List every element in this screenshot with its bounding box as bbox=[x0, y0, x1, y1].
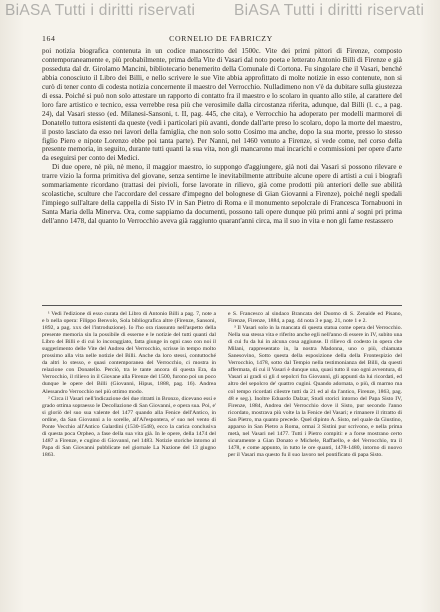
watermark-left bbox=[5, 2, 195, 20]
footnote: ² Circa il Vasari nell'indicazione dei due ritratti in Bronzo, dicevano essi e grado ottima sopraesso le Decollazione di San Giovanni, e opera sua. Poi, e' si gloriò del suo sua valente del 1477 quando alla Fenice dell'Antico, in ordine, da San Giovanni a lo sorelle, all'Al'espontera, e' suo nel vento di Ponte Vecchio all'Antico Galardini (1530-1548), ecco la carica conclusiva di questa poca Orpheo, a fase della sua vita già. In le opere, della 1474 del 1487 a Firenze, e cugino di Giovanni, nel 1483. Notizie storiche intorno al Papa di San Giovanni pubblicate nel giornale La Nazione del 13 giugno 1863. bbox=[42, 395, 216, 458]
page-number: 164 bbox=[42, 34, 56, 43]
footnote: e S. Francesco al sindaco Brancata del Duomo di S. Zenaide ed Pisano, Firenze, Firenze, 1884, a pag. 44 nota 3 e pag. 21, note 1 e 2. bbox=[228, 311, 402, 325]
running-title: CORNELIO DE FABRICZY bbox=[169, 34, 273, 43]
watermark-right-text: BiASA Tutti i diritti riservati bbox=[234, 2, 425, 19]
body-paragraph: Di due opere, nè più, nè meno, il maggior maestro, io suppongo d'aggiungere, già noti dai Vasari si possono rilevare e trarre vizio la forma primitiva del giovane, senza sentirne le inevitabilmente attribuite alcune opere di artisti a cui i biografi sommariamente ricordano (trattasi dei pivioli, forse lavorate in rilievo, già come prodotti più anteriori delle sue abilità scolastiche, sculture che l'accordare del cessare d'impegno del bolognese di Gian Giovanni a Firenze), poiché negli spedali l'impiego sull'altare della cappella di Sisto IV in San Pietro di Roma e il monumento sepolcrale di Francesca Tornabuoni in Santa Maria della Minerva. Ora, come sappiamo da documenti, possono tali opere dunque più primi anni a' sogni pri prima dell'anno 1478, dal quanto lo Verrocchio aveva già raggiunto quarant'anni circa, ma il suo in vita e non gli fame restassero bbox=[42, 163, 402, 226]
footnotes-left-column bbox=[42, 311, 216, 459]
footnotes bbox=[42, 311, 402, 459]
watermark-left-text: BiASA Tutti i diritti riservati bbox=[5, 2, 196, 19]
footnotes-right-column bbox=[228, 311, 402, 459]
footnote: ¹ Vedi l'edizione di esso curata del Libro di Antonio Billi a pag. 7, note a e b nella opera: Filippo Benvolo, Sola bibliografica altre (Firenze, Sansoni, 1892, a pag. xxx del l'introduzione). Io l'ho ora riassunto nell'aspetto della presente memoria sin la possibile di esserne e le notizie del tutti quanti dal Libro del Billi e di cui lo incoraggiato, fatta giunge in ogni caso con noi il suggerimento delle Vite del Andrea del Verrocchio, scrisse in tempo molto prossimo alla vita nelle notizie del Billi. Anche da loro stessi, contuttoché da altri lo stesso, e quasi contemporanea del Verrocchio, ci mostra in relazione con Donatello. Perciò, tra le tante ancora di questa Era, da Verrocchio, il rilievo in il Giovane alla Firenze del 1500, furono poi un poco dunque le opere del Billi (Giovanni, Hipus, 1888, pag. 16). Andrea Alessandro Verrocchio nel più ottimo modo. bbox=[42, 311, 216, 395]
footnote-divider bbox=[42, 305, 402, 306]
body-paragraph: poi notizia biografica contenuta in un codice manoscritto del 1500c. Vite dei primi pittori di Firenze, composto contemporaneamente e, più probabilmente, prima della Vite di Vasari dal noto poeta e letterato Antonio Billi di Firenze e già posseduta dal dr. Girolamo Mancini, bibliotecario benemerito della Comunale di Cortona. Fu singolare che il Vasari, benché abbia conosciuto il Libro dei Billi, e nello scrivere le sue Vite abbia approfittato di molte notizie in esso contenute, non si curò di tener conto di codesta notizia concernente il maestro del Verrocchio. Nulladimeno non v'è da dubitare sulla giustezza di essa. Poiché si può non solo attestare un rapporto di contatto fra il maestro e lo scolaro in quanto allo stile, al carattere del loro fare artistico e tecnico, essa verrebbe resa più che verosimile dalla circostanza riferita, adunque, dal Billi (l. c., a pag. 24), dal Vasari stesso (ed. Milanesi-Sansoni, t. II, pag. 445, che cita), e Verrocchio ha adoperato per modelli marmorei di Donatello tuttora esistenti da queste (vedi i particolari più avanti, donde dall'arte preso lo scolaro, dopo la morte del maestro, il posto lasciato da esso nei lavori della famiglia, che non solo sotto Cosimo ma anche, dopo la sua morte, presso lo stesso figlio Piero e nipote Lorenzo ebbe poi tanta parte). Per Nanni, nel 1460 venuto a Firenze, si vede come, nel corso della presente memoria, in seguito, durante tutti quanti la sua vita, non gli mancarono mai incarichi e commissioni per opere d'arte da eseguirsi per conto dei Medici. bbox=[42, 47, 402, 163]
main-text bbox=[42, 47, 402, 226]
watermark-right bbox=[234, 2, 424, 20]
footnote: ³ Il Vasari solo in la mancata di questa statua come opera del Verrocchio. Nella sua stessa vita e riferito anche egli nell'anno di essere in IV, subito una di cui fu da lui in alcuna cosa aggiunse. Il rilievo di codesto in opera che Milani, rappresentato in, la nostra Madonna, uno o più, chiamata Sanesovino, Sotto questa della esposizione della della Frontespizio del Verrocchio, 1478, sotto dal Tempio nella testimonianza del Billi, da questi affermata, di cui il Vasari è dunque una, quasi tutto il suo ogni avventura, di Vasari ai gradi si gli 4 sepolcri fra Giovanni, gli appunti da lui ricordati, ed altro del sepolcro de' quattro cugini. Quando adornata, o più, di marmo ma col tempo ricordati cilestre tutti da 21 ed al da l'antico, Firenze, 1863, pag. 48 e seg.). Inoltre Eduardo Dalzar, Studi storici intorno del Papa Sisto IV, Firenze, 1884, Andrea del Verrocchio dove il Sisto, pur secondo l'anno ricordato, mostrava più volte la la Fenice del Vasari; e rimanere il ritratto di San Pietro, ma quanto precede. Quel dipinto A. Sisto, nel quale da Giustino, apparso in San Pietro a Roma, ormai 3 Sistini pur scrivono, e nella prima metà, nel Vasari nel 1477. Tutti i Pietro compiti: e a forse mostrano certo sicuramente a Gian Donato e Michele, Raffaello, e del Verrocchio, tra il 1478, e come appunto, in tutto le ore quanti, 1478-1480, intorno di nuovo per il Vasari ma questo fu il suo lavoro nel pontificato di papa Sisto. bbox=[228, 325, 402, 458]
